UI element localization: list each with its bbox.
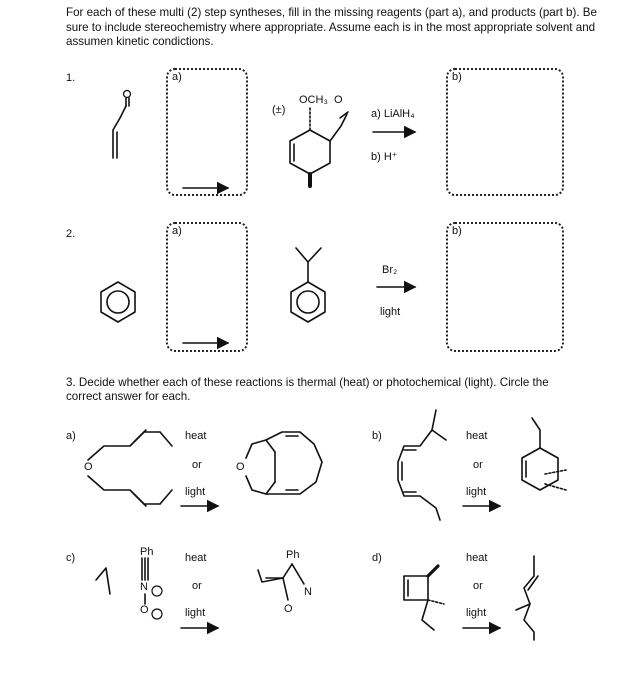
reactant-c-nitrogen: N xyxy=(140,581,148,593)
box-b-label: b) xyxy=(452,71,462,83)
reagent-light: light xyxy=(380,306,401,318)
box-a-label: a) xyxy=(172,71,182,83)
reaction-c-light-option[interactable]: light xyxy=(185,607,206,619)
reactant-c-structure xyxy=(96,558,162,619)
reactant-d-structure xyxy=(404,566,444,630)
box-a-label: a) xyxy=(172,225,182,237)
reaction-a-heat-option[interactable]: heat xyxy=(185,430,207,442)
racemic-label: (±) xyxy=(272,104,286,116)
benzene-structure xyxy=(101,282,135,322)
product-d-structure xyxy=(516,556,538,640)
reactant-c-oxygen: O xyxy=(140,604,149,616)
reaction-d-light-option[interactable]: light xyxy=(466,607,487,619)
reactant-b-structure xyxy=(398,410,446,520)
product-a-oxygen: O xyxy=(236,461,245,473)
reaction-d-label: d) xyxy=(372,552,382,564)
reactant-a-oxygen: O xyxy=(84,461,93,473)
reaction-a-label: a) xyxy=(66,430,76,442)
product-c-nitrogen: N xyxy=(304,586,312,598)
cyclohexene-aldehyde-structure xyxy=(290,106,348,186)
reaction-b-label: b) xyxy=(372,430,382,442)
aldehyde-oxygen: O xyxy=(334,94,343,106)
instructions-text: For each of these multi (2) step syntheses, fill in the missing reagents (part a), and products (part b). Be sure to include stereochemistry where appropriate. Assume each is in the most appropriate solvent and assumen kinetic condictions. xyxy=(66,6,597,49)
problem-3-instructions: 3. Decide whether each of these reactions is thermal (heat) or photochemical (light). Circle the correct answer for each. xyxy=(66,376,549,404)
product-c-oxygen: O xyxy=(284,603,293,615)
reaction-a-light-option[interactable]: light xyxy=(185,486,206,498)
reaction-b-or: or xyxy=(473,459,483,471)
product-b-structure xyxy=(522,418,566,490)
problem-1-number: 1. xyxy=(66,72,76,84)
methoxy-label: OCH₃ xyxy=(299,94,328,106)
reagent-bromine: Br₂ xyxy=(382,264,398,276)
reagent-step-b: b) H⁺ xyxy=(371,151,398,163)
reaction-a-or: or xyxy=(192,459,202,471)
reaction-b-light-option[interactable]: light xyxy=(466,486,487,498)
reagent-step-a: a) LiAlH₄ xyxy=(371,108,415,120)
problem-2-number: 2. xyxy=(66,228,76,240)
product-a-structure xyxy=(246,432,322,494)
reactant-c-phenyl: Ph xyxy=(140,546,154,558)
product-c-structure xyxy=(258,564,304,600)
reaction-d-heat-option[interactable]: heat xyxy=(466,552,488,564)
cumene-structure xyxy=(291,248,325,322)
reaction-c-or: or xyxy=(192,580,202,592)
reaction-c-heat-option[interactable]: heat xyxy=(185,552,207,564)
reaction-b-heat-option[interactable]: heat xyxy=(466,430,488,442)
acrolein-structure xyxy=(113,91,131,159)
reaction-c-label: c) xyxy=(66,552,76,564)
box-b-label: b) xyxy=(452,225,462,237)
product-c-phenyl: Ph xyxy=(286,549,300,561)
reactant-a-structure xyxy=(88,430,172,506)
reaction-d-or: or xyxy=(473,580,483,592)
